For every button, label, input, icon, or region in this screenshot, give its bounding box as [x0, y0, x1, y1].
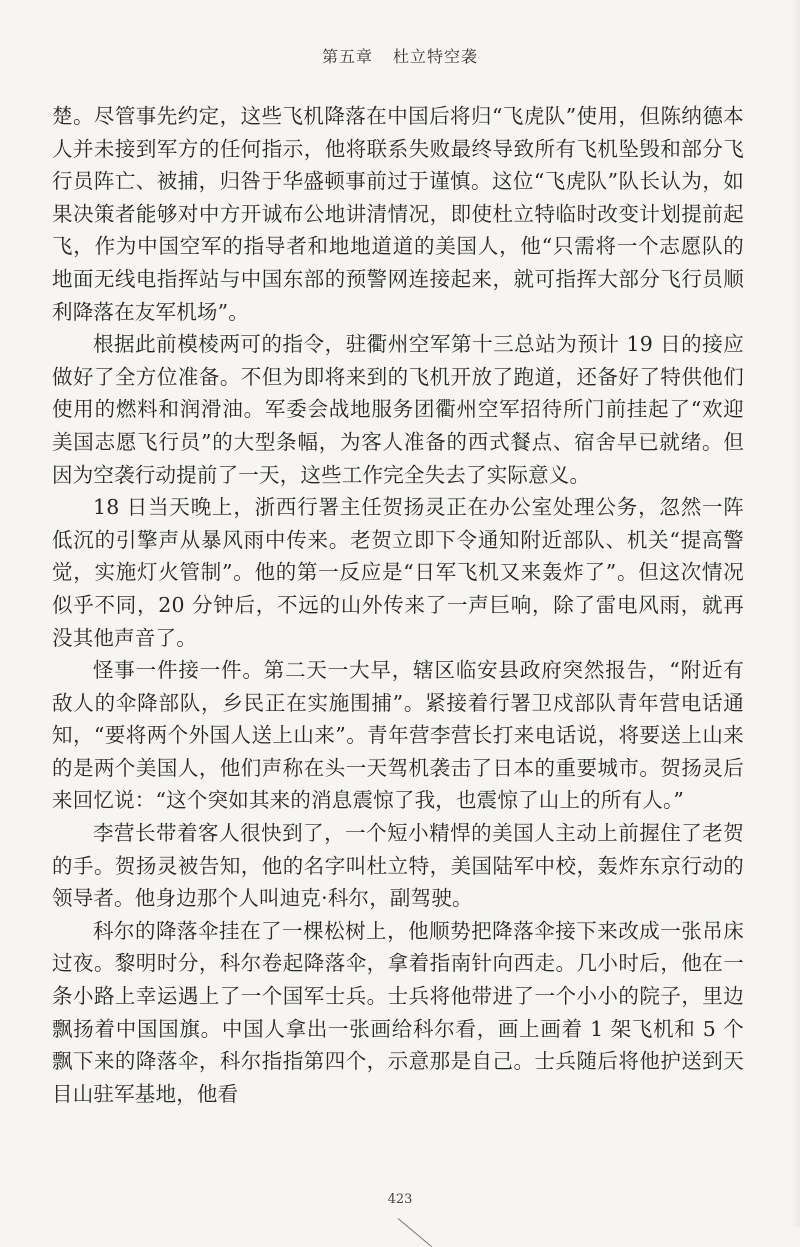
page-footer [0, 1192, 800, 1207]
paragraph-3: 18 日当天晚上，浙西行署主任贺扬灵正在办公室处理公务，忽然一阵低沉的引擎声从暴风雨中传来。老贺立即下令通知附近部队、机关“提高警觉，实施灯火管制”。他的第一反应是“日军飞机又来轰炸了”。但这次情况似乎不同，20 分钟后，不远的山外传来了一声巨响，除了雷电风雨，就再没其他声音了。 [52, 495, 744, 650]
footer-slash-mark [398, 1218, 432, 1247]
page-number: 423 [387, 1192, 413, 1207]
paragraph-6: 科尔的降落伞挂在了一棵松树上，他顺势把降落伞接下来改成一张吊床过夜。黎明时分，科尔卷起降落伞，拿着指南针向西走。几小时后，他在一条小路上幸运遇上了一个国军士兵。士兵将他带进了一个小小的院子，里边飘扬着中国国旗。中国人拿出一张画给科尔看，画上画着 1 架飞机和 5 个飘下来的降落伞，科尔指指第四个，示意那是自己。士兵随后将他护送到天目山驻军基地，他看 [52, 918, 744, 1106]
paragraph-1: 楚。尽管事先约定，这些飞机降落在中国后将归“飞虎队”使用，但陈纳德本人并未接到军方的任何指示，他将联系失败最终导致所有飞机坠毁和部分飞行员阵亡、被捕，归咎于华盛顿事前过于谨慎。这位“飞虎队”队长认为，如果决策者能够对中方开诚布公地讲清情况，即使杜立特临时改变计划提前起飞，作为中国空军的指导者和地地道道的美国人，他“只需将一个志愿队的地面无线电指挥站与中国东部的预警网连接起来，就可指挥大部分飞行员顺利降落在友军机场”。 [52, 104, 744, 324]
running-header [0, 44, 800, 67]
paragraph-4: 怪事一件接一件。第二天一大早，辖区临安县政府突然报告，“附近有敌人的伞降部队，乡民正在实施围捕”。紧接着行署卫戍部队青年营电话通知，“要将两个外国人送上山来”。青年营李营长打来电话说，将要送上山来的是两个美国人，他们声称在头一天驾机袭击了日本的重要城市。贺扬灵后来回忆说：“这个突如其来的消息震惊了我，也震惊了山上的所有人。” [52, 658, 744, 813]
scan-edge-shadow [792, 0, 800, 1227]
chapter-number: 第五章 [321, 47, 373, 66]
chapter-title: 杜立特空袭 [393, 47, 479, 66]
paragraph-5: 李营长带着客人很快到了，一个短小精悍的美国人主动上前握住了老贺的手。贺扬灵被告知，他的名字叫杜立特，美国陆军中校，轰炸东京行动的领导者。他身边那个人叫迪克·科尔，副驾驶。 [52, 821, 744, 911]
paragraph-2: 根据此前模棱两可的指令，驻衢州空军第十三总站为预计 19 日的接应做好了全方位准备。不但为即将来到的飞机开放了跑道，还备好了特供他们使用的燃料和润滑油。军委会战地服务团衢州空军招待所门前挂起了“欢迎美国志愿飞行员”的大型条幅，为客人准备的西式餐点、宿舍早已就绪。但因为空袭行动提前了一天，这些工作完全失去了实际意义。 [52, 332, 744, 487]
main-text [52, 100, 744, 1110]
